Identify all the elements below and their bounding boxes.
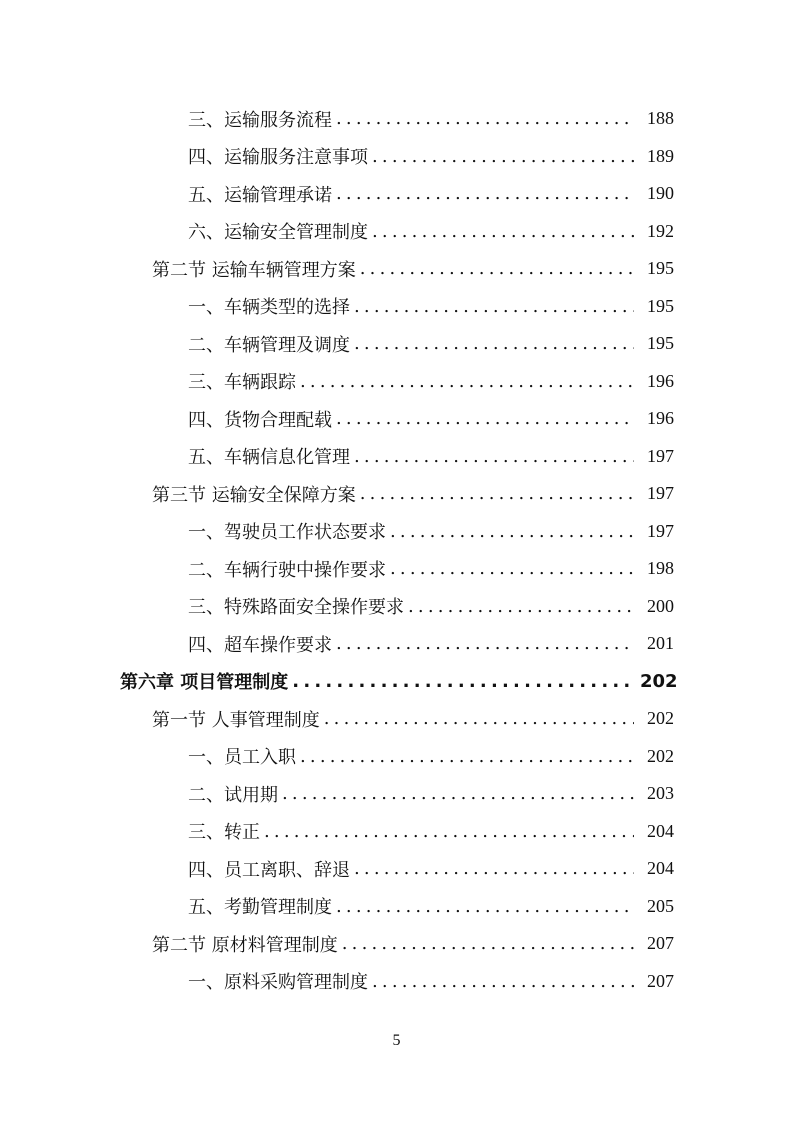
toc-entry-page: 202 — [647, 745, 674, 766]
toc-entry-title: 五、车辆信息化管理 — [188, 447, 350, 469]
toc-entry-page: 196 — [647, 370, 674, 391]
toc-entry-title: 二、车辆管理及调度 — [188, 334, 350, 356]
toc-entry[interactable] — [188, 363, 674, 401]
toc-entry-page: 196 — [647, 408, 674, 429]
toc-entry[interactable] — [188, 588, 674, 626]
toc-entry[interactable] — [188, 513, 674, 551]
leader-dots — [372, 146, 634, 167]
toc-entry-page: 202 — [640, 670, 678, 692]
toc-entry-title: 三、转正 — [188, 822, 260, 844]
toc-entry-page: 195 — [647, 295, 674, 316]
leader-dots — [390, 558, 634, 579]
leader-dots — [354, 446, 634, 467]
toc-entry-title: 一、原料采购管理制度 — [188, 972, 368, 994]
toc-entry-title: 五、运输管理承诺 — [188, 184, 332, 206]
leader-dots — [336, 108, 634, 129]
toc-entry[interactable] — [188, 438, 674, 476]
toc-section-entry[interactable] — [152, 250, 674, 288]
toc-entry-page: 189 — [647, 145, 674, 166]
toc-entry-title: 二、试用期 — [188, 784, 278, 806]
toc-entry[interactable] — [188, 738, 674, 776]
leader-dots — [300, 371, 634, 392]
toc-entry-title: 一、员工入职 — [188, 747, 296, 769]
toc-entry-title: 第二节 原材料管理制度 — [152, 934, 338, 956]
toc-entry-title: 一、驾驶员工作状态要求 — [188, 522, 386, 544]
toc-entry[interactable] — [188, 138, 674, 176]
toc-entry-page: 201 — [647, 633, 674, 654]
toc-entry-page: 197 — [647, 445, 674, 466]
leader-dots — [282, 783, 634, 804]
leader-dots — [300, 746, 634, 767]
toc-entry-title: 三、特殊路面安全操作要求 — [188, 597, 404, 619]
toc-entry-title: 第三节 运输安全保障方案 — [152, 484, 356, 506]
toc-entry-page: 207 — [647, 970, 674, 991]
toc-chapter-entry[interactable] — [120, 663, 678, 701]
toc-entry-title: 三、车辆跟踪 — [188, 372, 296, 394]
toc-entry-title: 第二节 运输车辆管理方案 — [152, 259, 356, 281]
toc-entry-title: 第一节 人事管理制度 — [152, 709, 320, 731]
leader-dots — [408, 596, 634, 617]
leader-dots — [264, 821, 634, 842]
toc-section-entry[interactable] — [152, 700, 674, 738]
leader-dots — [354, 858, 634, 879]
toc-entry-title: 二、车辆行驶中操作要求 — [188, 559, 386, 581]
leader-dots — [354, 333, 634, 354]
leader-dots — [336, 408, 634, 429]
leader-dots — [336, 896, 634, 917]
page-number: 5 — [392, 1032, 401, 1049]
toc-entry[interactable] — [188, 213, 674, 251]
toc-entry[interactable] — [188, 325, 674, 363]
leader-dots — [390, 521, 634, 542]
toc-entry-page: 192 — [647, 220, 674, 241]
toc-entry-page: 195 — [647, 333, 674, 354]
toc-entry-title: 第六章 项目管理制度 — [120, 672, 289, 694]
leader-dots — [336, 183, 634, 204]
toc-entry-page: 203 — [647, 783, 674, 804]
toc-entry-page: 197 — [647, 520, 674, 541]
toc-entry-title: 四、运输服务注意事项 — [188, 147, 368, 169]
toc-entry-page: 200 — [647, 595, 674, 616]
toc-entry-title: 三、运输服务流程 — [188, 109, 332, 131]
toc-entry-page: 204 — [647, 858, 674, 879]
toc-entry[interactable] — [188, 963, 674, 1001]
toc-entry-page: 204 — [647, 820, 674, 841]
toc-entry[interactable] — [188, 775, 674, 813]
leader-dots — [360, 258, 634, 279]
toc-entry-page: 207 — [647, 933, 674, 954]
toc-entry-page: 205 — [647, 895, 674, 916]
toc-entry-title: 六、运输安全管理制度 — [188, 222, 368, 244]
toc-entry-page: 195 — [647, 258, 674, 279]
toc-entry[interactable] — [188, 813, 674, 851]
toc-section-entry[interactable] — [152, 475, 674, 513]
toc-entry-title: 四、货物合理配载 — [188, 409, 332, 431]
toc-entry-title: 四、超车操作要求 — [188, 634, 332, 656]
toc-entry-page: 190 — [647, 183, 674, 204]
toc-entry[interactable] — [188, 888, 674, 926]
toc-entry-title: 四、员工离职、辞退 — [188, 859, 350, 881]
toc-entry-page: 197 — [647, 483, 674, 504]
toc-entry-title: 一、车辆类型的选择 — [188, 297, 350, 319]
leader-dots — [354, 296, 634, 317]
leader-dots — [372, 971, 634, 992]
leader-dots — [360, 483, 634, 504]
leader-dots — [336, 633, 634, 654]
leader-dots — [342, 933, 634, 954]
toc-entry[interactable] — [188, 625, 674, 663]
toc-section-entry[interactable] — [152, 925, 674, 963]
toc-entry[interactable] — [188, 100, 674, 138]
toc-entry[interactable] — [188, 550, 674, 588]
toc-entry[interactable] — [188, 400, 674, 438]
toc-entry[interactable] — [188, 288, 674, 326]
toc-entry-page: 188 — [647, 108, 674, 129]
leader-dots — [324, 708, 634, 729]
leader-dots — [372, 221, 634, 242]
toc-entry-page: 198 — [647, 558, 674, 579]
toc-entry-title: 五、考勤管理制度 — [188, 897, 332, 919]
leader-dots — [292, 671, 634, 692]
toc-entry-page: 202 — [647, 708, 674, 729]
toc-entry[interactable] — [188, 850, 674, 888]
table-of-contents — [0, 100, 793, 1000]
toc-entry[interactable] — [188, 175, 674, 213]
